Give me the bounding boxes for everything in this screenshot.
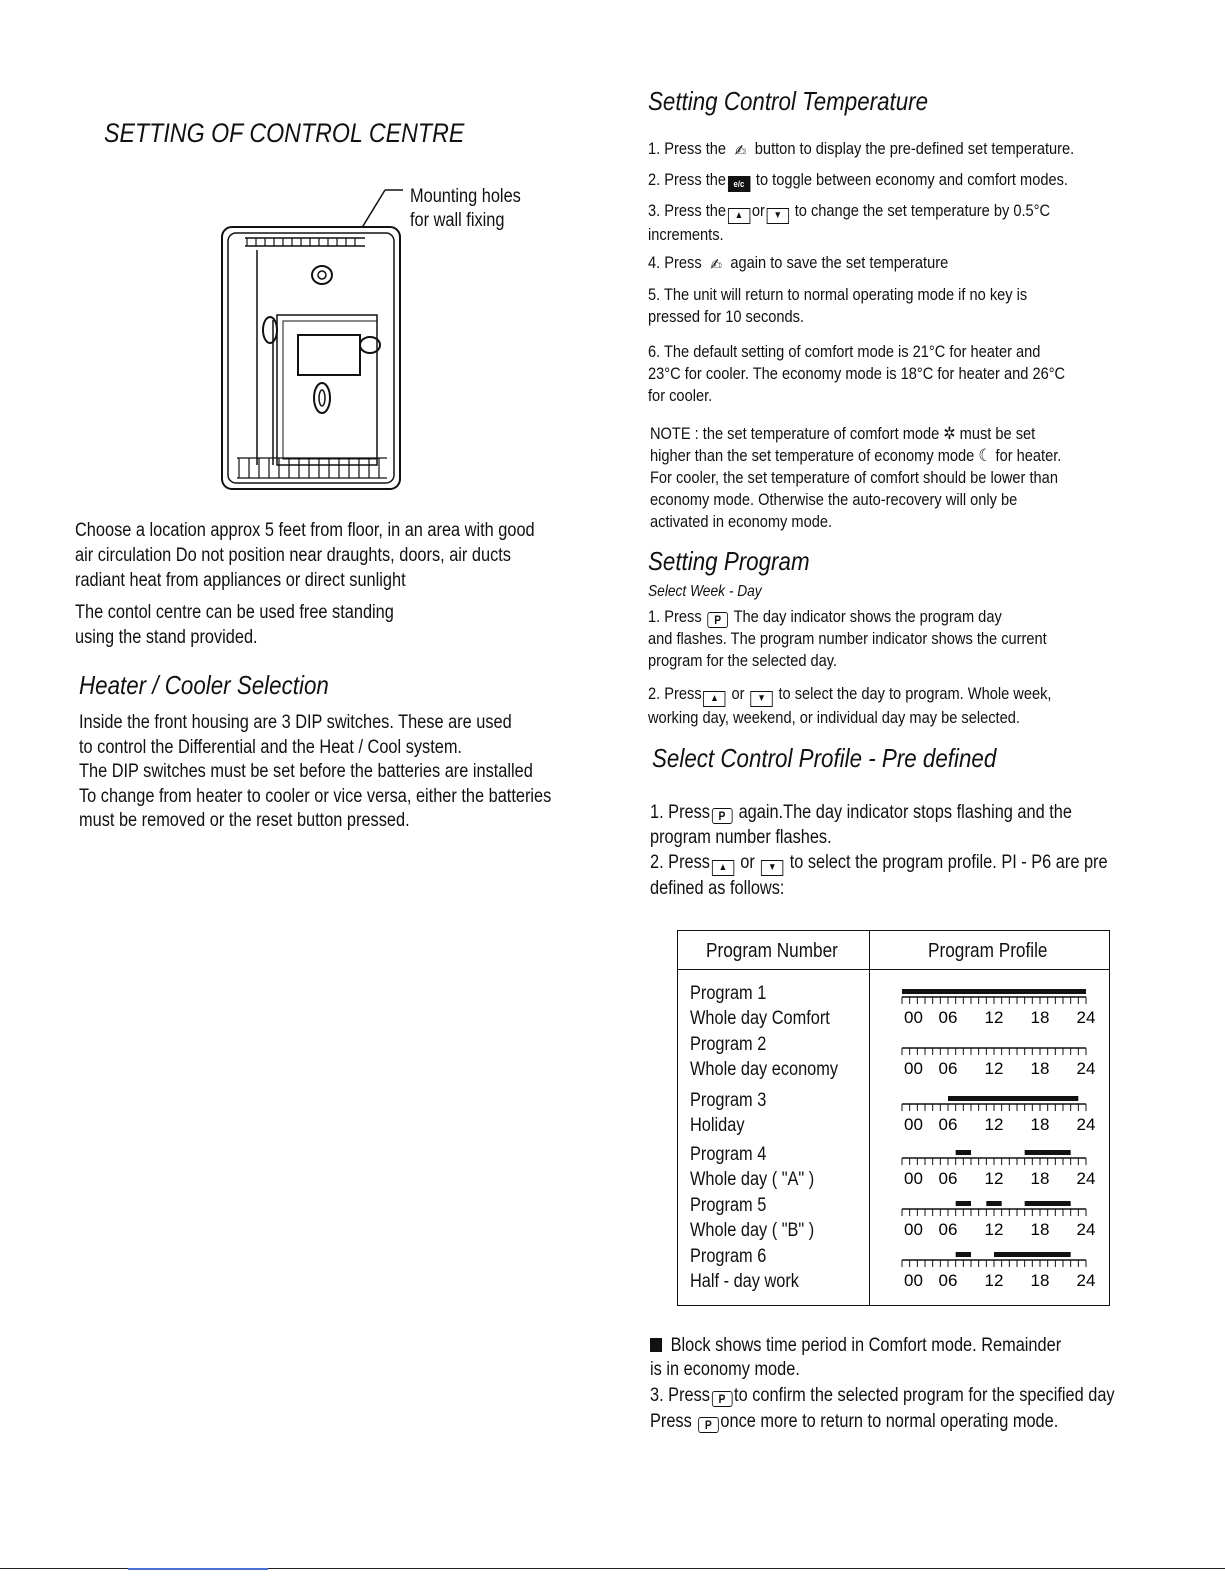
location-paragraph [75, 518, 535, 593]
step-text: 1. Press the [648, 139, 727, 158]
step-text: to change the set temperature by 0.5°C [794, 201, 1051, 220]
comfort-block [956, 1150, 971, 1155]
temp-step-6 [648, 341, 1065, 407]
program-description: Whole day economy [690, 1059, 839, 1080]
callout-line: Mounting holes [410, 186, 521, 207]
program-description: Whole day ( "A" ) [690, 1169, 815, 1190]
comfort-block [956, 1252, 971, 1257]
note-text: For cooler, the set temperature of comfort should be lower than [650, 468, 1058, 487]
timeline-tick-label: 12 [984, 1059, 1004, 1078]
timeline-tick-label: 18 [1030, 1059, 1050, 1078]
text-line: The contol centre can be used free standing [75, 602, 394, 623]
legend-text: is in economy mode. [650, 1359, 800, 1380]
step-text: The day indicator shows the program day [733, 607, 1002, 626]
program-timeline [896, 1090, 1096, 1136]
footer-link-underline [128, 1568, 268, 1570]
timeline-tick-label: 00 [904, 1220, 923, 1239]
timeline-tick-label: 18 [1030, 1008, 1050, 1027]
program-button-icon: P [707, 612, 728, 628]
section-title: SETTING OF CONTROL CENTRE [104, 118, 465, 148]
program-description: Half - day work [690, 1271, 799, 1292]
timeline-tick-label: 12 [984, 1169, 1004, 1188]
timeline-tick-label: 00 [904, 1008, 923, 1027]
timeline-tick-label: 18 [1030, 1115, 1050, 1134]
program-button-icon: P [712, 808, 733, 824]
step-text: 1. Press [650, 802, 710, 823]
timeline-tick-label: 24 [1076, 1220, 1096, 1239]
temp-step-2 [648, 169, 1068, 192]
callout-line: for wall fixing [410, 210, 505, 231]
step-text: or [731, 684, 745, 703]
note-text: NOTE : the set temperature of comfort mode [650, 424, 940, 443]
step-text: for cooler. [648, 386, 713, 405]
program-description: Whole day ( "B" ) [690, 1220, 815, 1241]
timeline-tick-label: 06 [938, 1115, 958, 1134]
timeline-tick-label: 06 [938, 1271, 958, 1290]
timeline-tick-label: 06 [938, 1169, 958, 1188]
temp-step-3 [648, 200, 1050, 246]
step-text: program for the selected day. [648, 651, 838, 670]
comfort-block [902, 989, 1086, 994]
step-text: 2. Press [648, 684, 702, 703]
step-text: to toggle between economy and comfort modes. [755, 170, 1068, 189]
program-number: Program 3 [690, 1090, 767, 1111]
timeline-tick-label: 12 [984, 1271, 1004, 1290]
setting-temp-heading: Setting Control Temperature [648, 86, 929, 116]
program-row-label [690, 1088, 766, 1138]
stand-paragraph [75, 600, 394, 650]
note-text: activated in economy mode. [650, 512, 833, 531]
timeline-tick-label: 18 [1030, 1220, 1050, 1239]
down-arrow-icon: ▼ [767, 208, 789, 224]
legend-text: Block shows time period in Comfort mode. Remainder [670, 1335, 1062, 1356]
timeline-tick-label: 24 [1076, 1008, 1096, 1027]
timeline-tick-label: 06 [938, 1059, 958, 1078]
timeline-tick-label: 00 [904, 1271, 923, 1290]
timeline-tick-label: 12 [984, 1115, 1004, 1134]
step-text: to select the day to program. Whole week, [778, 684, 1052, 703]
step-text: 5. The unit will return to normal operating mode if no key is [648, 285, 1028, 304]
timeline-tick-label: 18 [1030, 1169, 1050, 1188]
program-number: Program 1 [690, 983, 767, 1004]
program-timeline [896, 1195, 1096, 1241]
heater-paragraph [79, 711, 551, 834]
step-text: 3. Press [650, 1385, 710, 1406]
down-arrow-icon: ▼ [761, 860, 783, 876]
control-profile-heading: Select Control Profile - Pre defined [652, 743, 997, 773]
economy-moon-icon: ☾ [978, 446, 992, 465]
program-button-icon: P [698, 1417, 719, 1433]
step-text: to confirm the selected program for the specified day [734, 1385, 1115, 1406]
comfort-block [1025, 1201, 1071, 1206]
program-row-label [690, 1244, 799, 1294]
program-timeline [896, 1034, 1096, 1080]
timeline-tick-label: 06 [938, 1008, 958, 1027]
timeline-tick-label: 00 [904, 1169, 923, 1188]
step-text: 2. Press [650, 852, 710, 873]
step-text: once more to return to normal operating mode. [720, 1411, 1059, 1432]
step-text: and flashes. The program number indicator shows the current [648, 629, 1047, 648]
step-text: working day, weekend, or individual day may be selected. [648, 708, 1020, 727]
note-text: for heater. [995, 446, 1062, 465]
program-number: Program 4 [690, 1144, 767, 1165]
comfort-block [956, 1201, 971, 1206]
program-row-label [690, 1142, 814, 1192]
text-line: To change from heater to cooler or vice versa, either the batteries [79, 785, 552, 807]
program-timeline [896, 983, 1096, 1029]
step-text: 3. Press the [648, 201, 727, 220]
step-text: pressed for 10 seconds. [648, 307, 805, 326]
timeline-tick-label: 06 [938, 1220, 958, 1239]
profile-step-1 [650, 800, 1072, 850]
text-line: Inside the front housing are 3 DIP switches. These are used [79, 712, 512, 733]
step-text: 4. Press [648, 253, 702, 272]
program-description: Holiday [690, 1115, 745, 1136]
text-line: The DIP switches must be set before the batteries are installed [79, 761, 533, 782]
timeline-tick-label: 00 [904, 1059, 923, 1078]
set-temp-icon: ✍ [710, 257, 722, 274]
step-text: 23°C for cooler. The economy mode is 18°C for heater and 26°C [648, 364, 1066, 383]
note-paragraph [650, 423, 1061, 533]
table-header-profile: Program Profile [928, 940, 1048, 962]
step-text: 1. Press [648, 607, 702, 626]
program-row-label [690, 981, 830, 1031]
step-text: 2. Press the [648, 170, 727, 189]
timeline-tick-label: 24 [1076, 1059, 1096, 1078]
program-number: Program 6 [690, 1246, 767, 1267]
program-row-label [690, 1032, 838, 1082]
step-text: 6. The default setting of comfort mode is 21°C for heater and [648, 342, 1041, 361]
program-step-2 [648, 683, 1052, 729]
heater-cooler-heading: Heater / Cooler Selection [79, 670, 329, 700]
step-text: increments. [648, 225, 724, 244]
step-text: program number flashes. [650, 827, 832, 848]
timeline-tick-label: 24 [1076, 1271, 1096, 1290]
timeline-tick-label: 24 [1076, 1115, 1096, 1134]
legend-paragraph [650, 1334, 1061, 1382]
step-text: Press [650, 1411, 692, 1432]
program-timeline [896, 1246, 1096, 1292]
timeline-tick-label: 12 [984, 1008, 1004, 1027]
note-text: economy mode. Otherwise the auto-recovery will only be [650, 490, 1018, 509]
text-line: to control the Differential and the Heat / Cool system. [79, 736, 462, 758]
timeline-tick-label: 18 [1030, 1271, 1050, 1290]
program-row-label [690, 1193, 814, 1243]
timeline-tick-label: 24 [1076, 1169, 1096, 1188]
step-text: button to display the pre-defined set temperature. [754, 139, 1075, 158]
comfort-block [986, 1201, 1001, 1206]
comfort-block-icon [650, 1338, 662, 1352]
step-text: again.The day indicator stops flashing and the [738, 802, 1072, 823]
text-line: Choose a location approx 5 feet from floor, in an area with good [75, 520, 535, 541]
profile-step-3 [650, 1383, 1115, 1435]
up-arrow-icon: ▲ [703, 691, 725, 707]
text-line: radiant heat from appliances or direct sunlight [75, 570, 406, 591]
down-arrow-icon: ▼ [750, 691, 772, 707]
program-table [677, 930, 1110, 1306]
program-timeline [896, 1144, 1096, 1190]
program-step-1 [648, 606, 1047, 672]
program-subheading: Select Week - Day [648, 583, 762, 600]
set-temp-icon: ✍ [734, 143, 747, 160]
step-text: defined as follows: [650, 878, 785, 899]
step-text: to select the program profile. PI - P6 are pre [789, 852, 1108, 873]
up-arrow-icon: ▲ [728, 208, 750, 224]
table-header-number: Program Number [706, 940, 838, 962]
setting-program-heading: Setting Program [648, 546, 810, 576]
note-text: higher than the set temperature of economy mode [650, 446, 975, 465]
note-text: must be set [959, 424, 1036, 443]
timeline-tick-label: 12 [984, 1220, 1004, 1239]
comfort-block [1025, 1150, 1071, 1155]
temp-step-5 [648, 284, 1027, 328]
program-description: Whole day Comfort [690, 1008, 830, 1029]
timeline-tick-label: 00 [904, 1115, 923, 1134]
program-number: Program 2 [690, 1034, 767, 1055]
program-button-icon: P [712, 1391, 733, 1407]
mounting-callout [410, 185, 521, 233]
eco-comfort-icon: e/c [728, 176, 750, 192]
program-number: Program 5 [690, 1195, 767, 1216]
step-text: again to save the set temperature [730, 253, 949, 272]
up-arrow-icon: ▲ [712, 860, 734, 876]
comfort-sun-icon: ✲ [943, 424, 956, 443]
temp-step-1 [648, 138, 1074, 160]
step-text: or [751, 201, 765, 220]
comfort-block [948, 1096, 1078, 1101]
step-text: or [740, 852, 755, 873]
profile-step-2 [650, 850, 1108, 901]
comfort-block [994, 1252, 1071, 1257]
text-line: using the stand provided. [75, 627, 258, 648]
text-line: air circulation Do not position near draughts, doors, air ducts [75, 545, 511, 566]
temp-step-4 [648, 252, 948, 274]
text-line: must be removed or the reset button pressed. [79, 810, 410, 831]
